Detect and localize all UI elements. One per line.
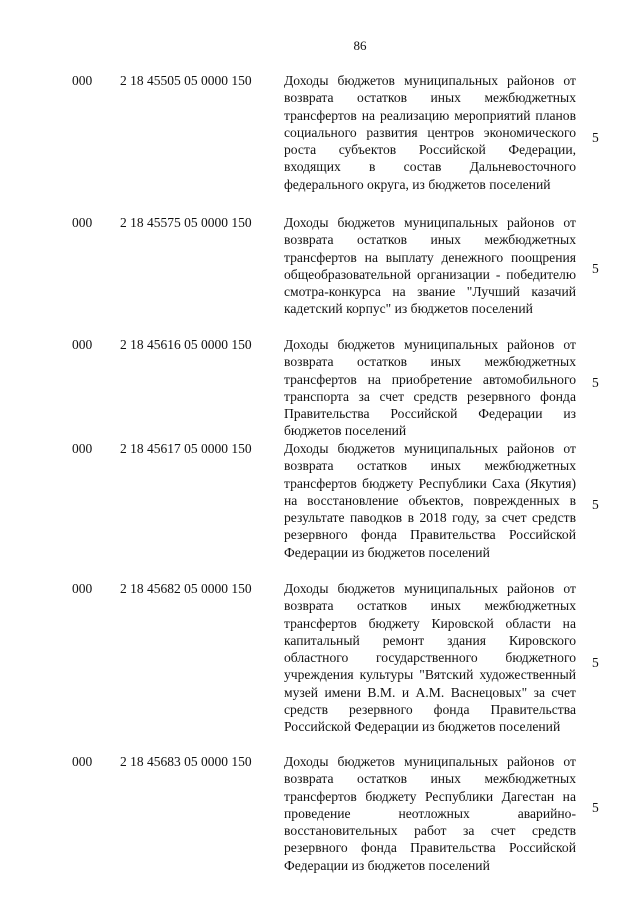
admin-code: 000 bbox=[72, 337, 93, 352]
table-row bbox=[0, 751, 640, 871]
revenue-description: Доходы бюджетов муниципальных районов от возврата остатков иных межбюджетных трансфертов бюджету Республики Дагестан на проведение неотложных аварийно-восстановительных работ за счет средств резервного фонда Правительства Российской Федерации из бюджетов поселений bbox=[284, 754, 576, 873]
budget-classification-code: 2 18 45617 05 0000 150 bbox=[120, 441, 252, 456]
admin-code: 000 bbox=[72, 581, 93, 596]
table-row bbox=[0, 438, 640, 578]
group-number: 5 bbox=[592, 655, 599, 670]
group-number: 5 bbox=[592, 497, 599, 512]
budget-classification-code: 2 18 45575 05 0000 150 bbox=[120, 215, 252, 230]
table-row bbox=[0, 334, 640, 438]
admin-code: 000 bbox=[72, 73, 93, 88]
revenue-description: Доходы бюджетов муниципальных районов от возврата остатков иных межбюджетных трансфертов на выплату денежного поощрения общеобразовательной организации - победителю смотра-конкурса на звание "Лучший казачий кадетский корпус" из бюджетов поселений bbox=[284, 215, 576, 317]
table-row bbox=[0, 212, 640, 334]
table-row bbox=[0, 578, 640, 751]
revenue-description: Доходы бюджетов муниципальных районов от возврата остатков иных межбюджетных трансфертов на приобретение автомобильного транспорта за счет средств резервного фонда Правительства Российской Федерации из бюджетов поселений bbox=[284, 337, 576, 439]
group-number: 5 bbox=[592, 375, 599, 390]
table-row bbox=[0, 70, 640, 212]
revenue-description: Доходы бюджетов муниципальных районов от возврата остатков иных межбюджетных трансфертов бюджету Республики Саха (Якутия) на восстановление объектов, поврежденных в результате паводков в 2018 году, за счет средств резервного фонда Правительства Российской Федерации из бюджетов поселений bbox=[284, 441, 576, 560]
budget-codes-table bbox=[0, 70, 640, 871]
budget-classification-code: 2 18 45616 05 0000 150 bbox=[120, 337, 252, 352]
revenue-description: Доходы бюджетов муниципальных районов от возврата остатков иных межбюджетных трансфертов на реализацию мероприятий планов социального развития центров экономического роста субъектов Российской Федерации, входящих в состав Дальневосточного федерального округа, из бюджетов поселений bbox=[284, 73, 576, 192]
admin-code: 000 bbox=[72, 754, 93, 769]
budget-classification-code: 2 18 45505 05 0000 150 bbox=[120, 73, 252, 88]
group-number: 5 bbox=[592, 800, 599, 815]
admin-code: 000 bbox=[72, 441, 93, 456]
budget-classification-code: 2 18 45683 05 0000 150 bbox=[120, 754, 252, 769]
group-number: 5 bbox=[592, 130, 599, 145]
revenue-description: Доходы бюджетов муниципальных районов от возврата остатков иных межбюджетных трансфертов бюджету Кировской области на капитальный ремонт здания Кировского областного государственного бюджетного учреждения культуры "Вятский художественный музей имени В.М. и А.М. Васнецовых" за счет средств резервного фонда Правительства Российской Федерации из бюджетов поселений bbox=[284, 581, 576, 735]
page-number: 86 bbox=[353, 38, 367, 53]
group-number: 5 bbox=[592, 261, 599, 276]
budget-classification-code: 2 18 45682 05 0000 150 bbox=[120, 581, 252, 596]
admin-code: 000 bbox=[72, 215, 93, 230]
